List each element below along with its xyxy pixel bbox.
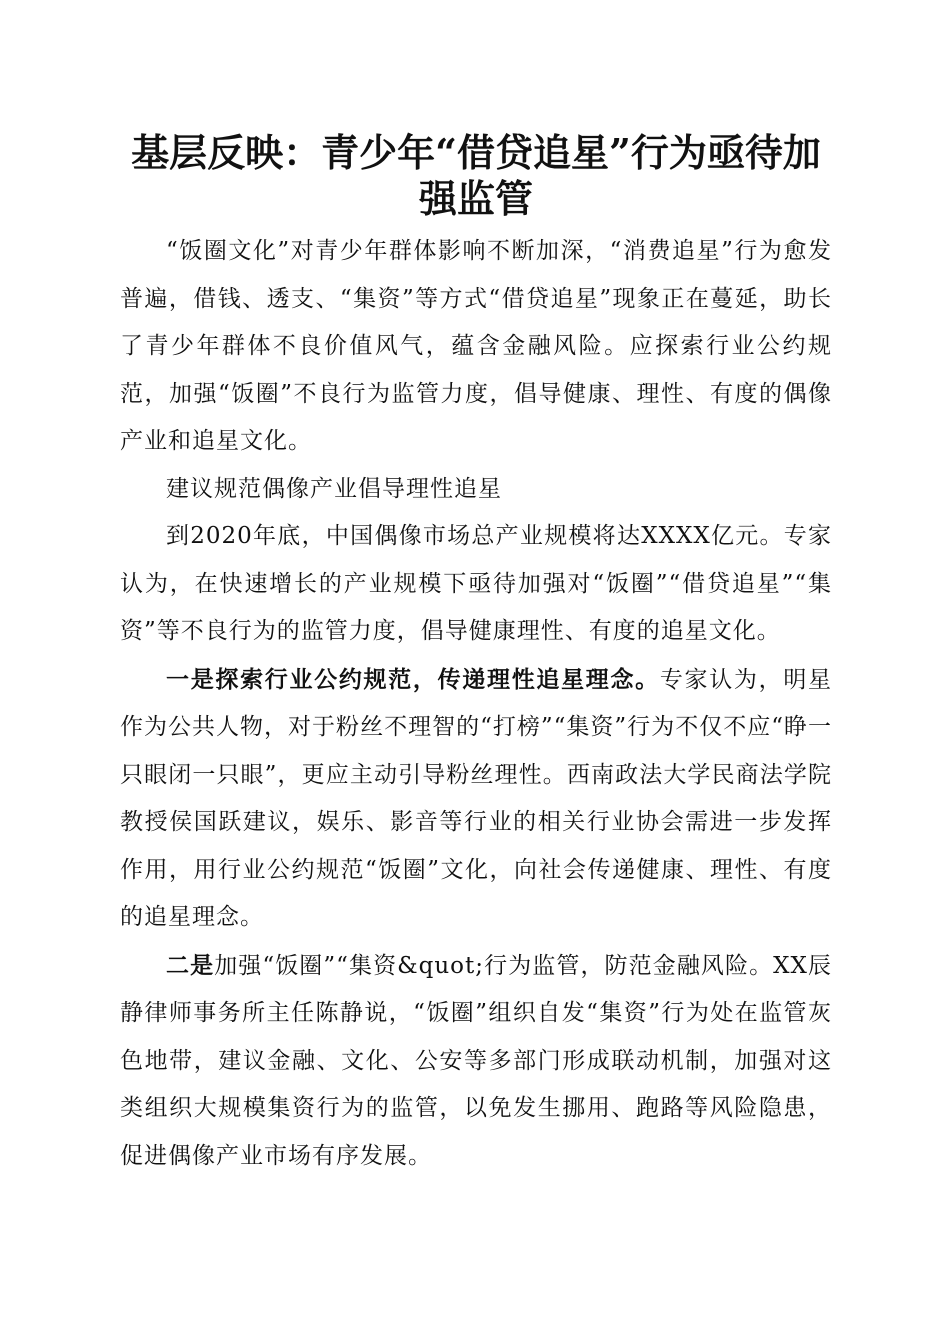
paragraph-market-scale <box>120 513 832 656</box>
paragraph-lead: 一是探索行业公约规范，传递理性追星理念。 <box>166 665 660 693</box>
paragraph-text: 加强“饭圈”“集资&quot;行为监管，防范金融风险。XX辰静律师事务所主任陈静说，“饭圈”组织自发“集资”行为处在监管灰色地带，建议金融、文化、公安等多部门形成联动机制，加强对这类组织大规模集资行为的监管，以免发生挪用、跑路等风险隐患，促进偶像产业市场有序发展。 <box>120 952 833 1169</box>
paragraph-point-one <box>120 656 832 942</box>
paragraph-text: 到2020年底，中国偶像市场总产业规模将达XXXX亿元。专家认为，在快速增长的产业规模下亟待加强对“饭圈”“借贷追星”“集资”等不良行为的监管力度，倡导健康理性、有度的追星文化。 <box>120 523 832 644</box>
paragraph-point-two <box>120 942 832 1181</box>
paragraph-intro <box>120 228 832 466</box>
document-title: 基层反映：青少年“借贷追星”行为亟待加强监管 <box>131 130 821 221</box>
paragraph-text: 建议规范偶像产业倡导理性追星 <box>166 475 502 502</box>
paragraph-lead: 二是 <box>166 951 215 979</box>
document-page <box>120 130 832 1180</box>
paragraph-text: 专家认为，明星作为公共人物，对于粉丝不理智的“打榜”“集资”行为不仅不应“睁一只眼闭一只眼”，更应主动引导粉丝理性。西南政法大学民商法学院教授侯国跃建议，娱乐、影音等行业的相关行业协会需进一步发挥作用，用行业公约规范“饭圈”文化，向社会传递健康、理性、有度的追星理念。 <box>120 666 833 930</box>
paragraph-text: “饭圈文化”对青少年群体影响不断加深，“消费追星”行为愈发普遍，借钱、透支、“集资”等方式“借贷追星”现象正在蔓延，助长了青少年群体不良价值风气，蕴含金融风险。应探索行业公约规范，加强“饭圈”不良行为监管力度，倡导健康、理性、有度的偶像产业和追星文化。 <box>120 238 832 454</box>
paragraph-subheading <box>120 466 832 514</box>
